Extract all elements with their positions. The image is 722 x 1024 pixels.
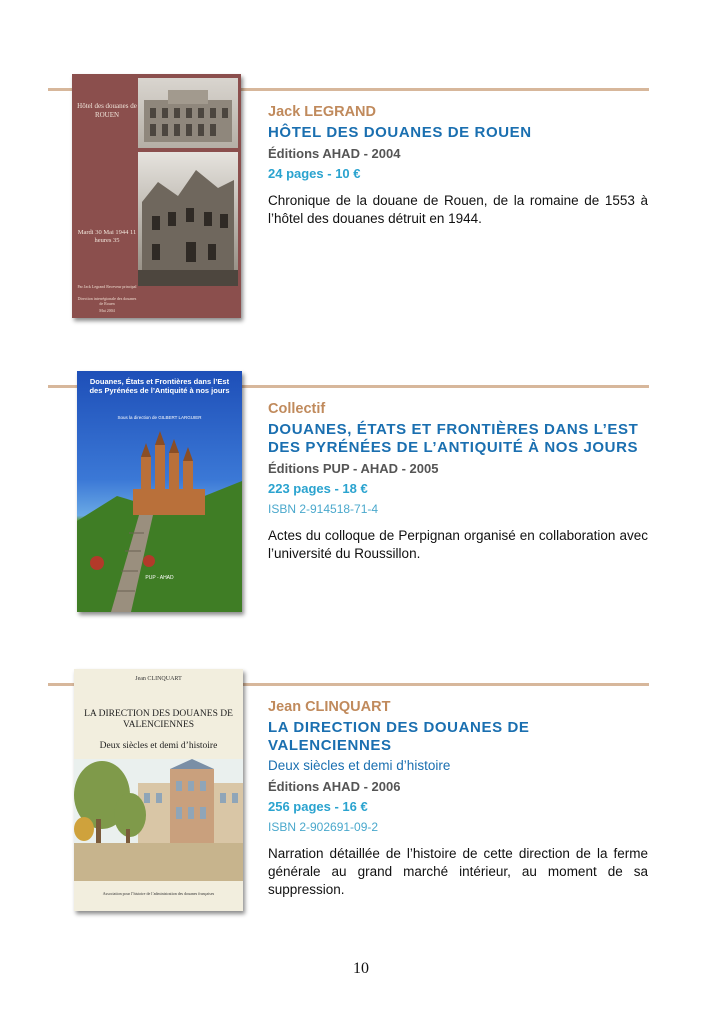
valenciennes-watercolor-illustration <box>74 759 243 881</box>
book-details-2 <box>268 399 648 563</box>
book-cover-3 <box>74 669 243 911</box>
book-description: Actes du colloque de Perpignan organisé en collaboration avec l’université du Roussillon. <box>268 528 648 561</box>
book-cover-2 <box>77 371 242 612</box>
cover-year: Mai 2004 <box>99 308 115 313</box>
book-price: 256 pages - 16 € <box>268 799 368 814</box>
cover-title: Hôtel des douanes de ROUEN <box>77 102 137 119</box>
book-isbn: ISBN 2-902691-09-2 <box>268 820 379 834</box>
cover-publisher: Association pour l’histoire de l’administration des douanes françaises <box>102 891 215 896</box>
book-description: Narration détaillée de l’histoire de cette direction de la ferme générale au grand marché intérieur, au moment de sa suppression. <box>268 846 648 897</box>
book-edition: Éditions AHAD - 2004 <box>268 146 401 161</box>
cover-title: Douanes, États et Frontières dans l’Est des Pyrénées de l’Antiquité à nos jours <box>89 377 230 395</box>
book-cover-1 <box>72 74 241 318</box>
book-description: Chronique de la douane de Rouen, de la romaine de 1553 à l’hôtel des douanes détruit en 1944. <box>268 193 648 226</box>
book-author: Jean CLINQUART <box>268 699 391 715</box>
cover-publisher: Direction interrégionale des douanes de Rouen <box>77 296 137 306</box>
book-edition: Éditions PUP - AHAD - 2005 <box>268 461 439 476</box>
cover-credits: Par Jack Legrand Receveur principal <box>77 284 137 289</box>
ruined-building-photo <box>138 152 238 286</box>
page-number: 10 <box>353 960 369 977</box>
book-author: Jack LEGRAND <box>268 104 376 120</box>
cover-subtitle: Deux siècles et demi d’histoire <box>99 741 218 751</box>
cover-author: Jean CLINQUART <box>135 676 182 682</box>
book-author: Collectif <box>268 401 326 417</box>
cover-publisher: PUP - AHAD <box>145 575 174 581</box>
cover-title: LA DIRECTION DES DOUANES DE VALENCIENNES <box>84 709 233 730</box>
book-title: HÔTEL DES DOUANES DE ROUEN <box>268 124 532 141</box>
book-title: DOUANES, ÉTATS ET FRONTIÈRES DANS L’EST DES PYRÉNÉES DE L’ANTIQUITÉ À NOS JOURS <box>268 421 639 456</box>
book-subtitle: Deux siècles et demi d’histoire <box>268 758 451 773</box>
book-edition: Éditions AHAD - 2006 <box>268 779 401 794</box>
cover-editor: Sous la direction de GILBERT LARGUIER <box>117 415 202 420</box>
book-title: LA DIRECTION DES DOUANES DE VALENCIENNES <box>268 719 530 754</box>
book-price: 223 pages - 18 € <box>268 481 368 496</box>
building-photo-top <box>138 78 238 148</box>
book-details-1 <box>268 102 648 228</box>
book-isbn: ISBN 2-914518-71-4 <box>268 502 379 516</box>
cover-date: Mardi 30 Mai 1944 11 heures 35 <box>77 229 137 244</box>
book-price: 24 pages - 10 € <box>268 166 361 181</box>
book-details-3 <box>268 697 648 899</box>
